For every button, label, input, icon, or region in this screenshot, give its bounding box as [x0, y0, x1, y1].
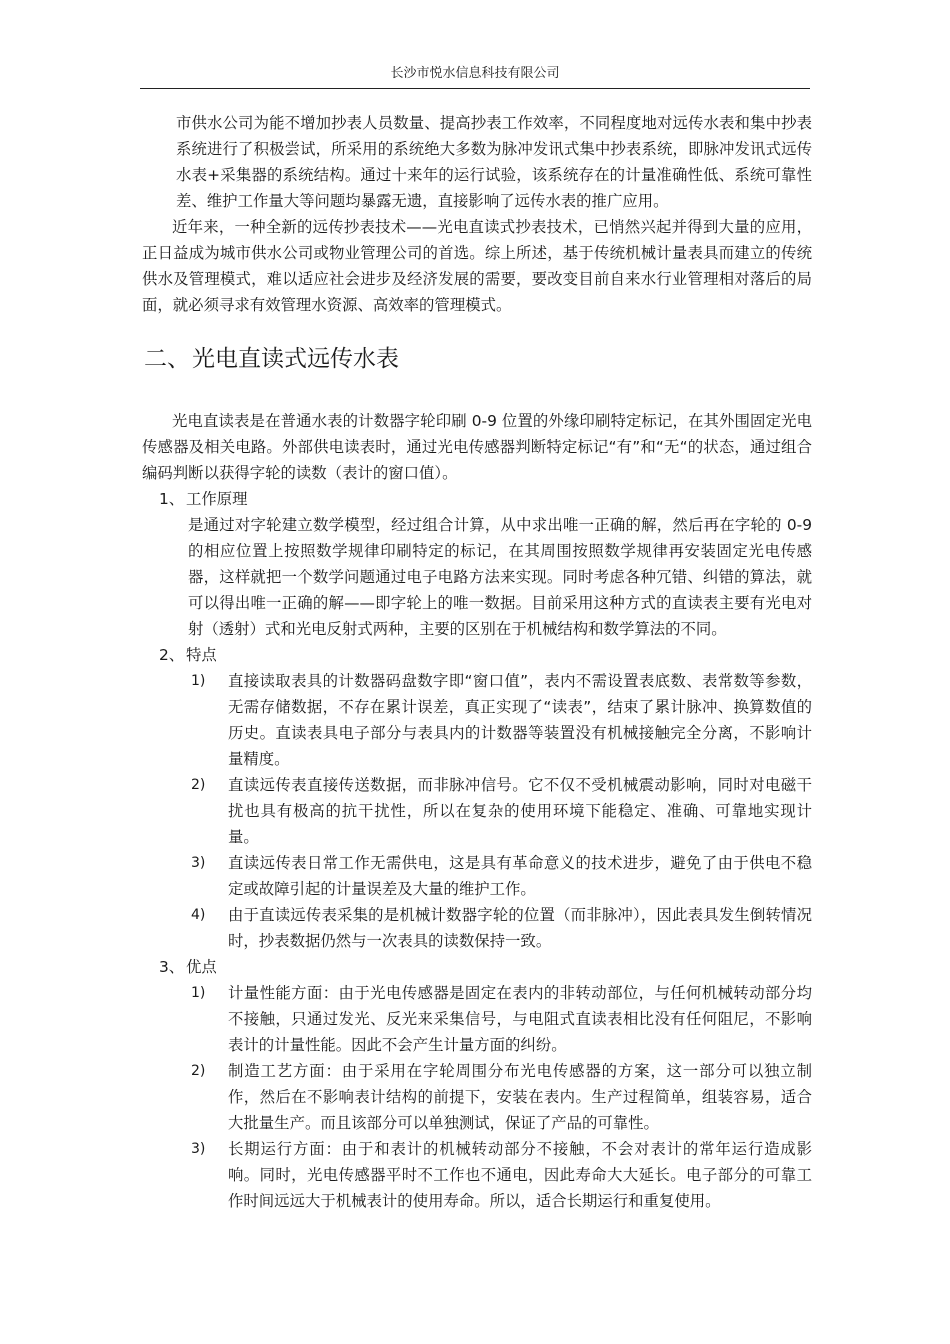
list-item-heading — [142, 954, 812, 980]
intro-paragraph-1: 市供水公司为能不增加抄表人员数量、提高抄表工作效率，不同程度地对远传水表和集中抄表系统进行了积极尝试，所采用的系统绝大多数为脉冲发讯式集中抄表系统，即脉冲发讯式远传水表+采集器的系统结构。通过十来年的运行试验，该系统存在的计量准确性低、系统可靠性差、维护工作量大等问题均暴露无遗，直接影响了远传水表的推广应用。 — [176, 114, 812, 210]
section-intro-paragraph: 光电直读表是在普通水表的计数器字轮印刷 0-9 位置的外缘印刷特定标记，在其外围固定光电传感器及相关电路。外部供电读表时，通过光电传感器判断特定标记“有”和“无“的状态，通过组合编码判断以获得字轮的读数（表计的窗口值）。 — [142, 412, 812, 482]
sub-list-number: 2) — [191, 777, 206, 793]
sub-list-item — [142, 850, 812, 902]
sub-list-item — [142, 1058, 812, 1136]
sub-list-text: 直读远传表直接传送数据，而非脉冲信号。它不仅不受机械震动影响，同时对电磁干扰也具有极高的抗干扰性，所以在复杂的使用环境下能稳定、准确、可靠地实现计量。 — [228, 776, 812, 846]
document-body — [142, 110, 812, 1214]
page-header-company: 长沙市悦水信息科技有限公司 — [390, 66, 560, 81]
sub-list-item — [142, 980, 812, 1058]
sub-list-text: 由于直读远传表采集的是机械计数器字轮的位置（而非脉冲），因此表具发生倒转情况时，抄表数据仍然与一次表具的读数保持一致。 — [228, 906, 812, 950]
intro-paragraph-2: 近年来，一种全新的远传抄表技术——光电直读式抄表技术，已悄然兴起并得到大量的应用，正日益成为城市供水公司或物业管理公司的首选。综上所述，基于传统机械计量表具而建立的传统供水及管理模式，难以适应社会进步及经济发展的需要，要改变目前自来水行业管理相对落后的局面，就必须寻求有效管理水资源、高效率的管理模式。 — [142, 218, 812, 314]
sub-list-text: 直读远传表日常工作无需供电，这是具有革命意义的技术进步，避免了由于供电不稳定或故障引起的计量误差及大量的维护工作。 — [228, 854, 812, 898]
sub-list-text: 制造工艺方面：由于采用在字轮周围分布光电传感器的方案，这一部分可以独立制作，然后在不影响表计结构的前提下，安装在表内。生产过程简单，组装容易，适合大批量生产。而且该部分可以单独测试，保证了产品的可靠性。 — [228, 1062, 812, 1132]
sub-list-item — [142, 772, 812, 850]
sub-list-number: 2) — [191, 1063, 206, 1079]
list-item-heading — [142, 486, 812, 512]
sub-list-item — [142, 668, 812, 772]
list-item-number: 3、 — [159, 958, 185, 976]
sub-list-item — [142, 902, 812, 954]
sub-list-text: 长期运行方面：由于和表计的机械转动部分不接触，不会对表计的常年运行造成影响。同时，光电传感器平时不工作也不通电，因此寿命大大延长。电子部分的可靠工作时间远远大于机械表计的使用寿命。所以，适合长期运行和重复使用。 — [228, 1140, 812, 1210]
sub-list-text: 计量性能方面：由于光电传感器是固定在表内的非转动部位，与任何机械转动部分均不接触，只通过发光、反光来采集信号，与电阻式直读表相比没有任何阻尼，不影响表计的计量性能。因此不会产生计量方面的纠纷。 — [228, 984, 812, 1054]
sub-list-number: 3) — [191, 1141, 206, 1157]
list-item-heading — [142, 642, 812, 668]
sub-list-number: 1) — [191, 985, 206, 1001]
list-item-title: 工作原理 — [186, 490, 248, 508]
list-item-number: 1、 — [159, 490, 185, 508]
list-item-number: 2、 — [159, 646, 185, 664]
section-heading — [142, 344, 812, 374]
sub-list-number: 3) — [191, 855, 206, 871]
list-item-body: 是通过对字轮建立数学模型，经过组合计算，从中求出唯一正确的解，然后再在字轮的 0-9 的相应位置上按照数学规律印刷特定的标记，在其周围按照数学规律再安装固定光电传感器，这样就把一个数学问题通过电子电路方法来实现。同时考虑各种冗错、纠错的算法，就可以得出唯一正确的解——即字轮上的唯一数据。目前采用这种方式的直读表主要有光电对射（透射）式和光电反射式两种，主要的区别在于机械结构和数学算法的不同。 — [188, 516, 812, 638]
sub-list-number: 4) — [191, 907, 206, 923]
list-item-title: 特点 — [186, 646, 217, 664]
section-number: 二、 — [144, 346, 190, 372]
sub-list-number: 1) — [191, 673, 206, 689]
sub-list-text: 直接读取表具的计数器码盘数字即“窗口值”，表内不需设置表底数、表常数等参数，无需存储数据，不存在累计误差，真正实现了“读表”，结束了累计脉冲、换算数值的历史。直读表具电子部分与表具内的计数器等装置没有机械接触完全分离，不影响计量精度。 — [228, 672, 812, 768]
list-item-title: 优点 — [186, 958, 217, 976]
section-title: 光电直读式远传水表 — [192, 346, 399, 372]
header-divider — [140, 88, 810, 89]
sub-list-item — [142, 1136, 812, 1214]
